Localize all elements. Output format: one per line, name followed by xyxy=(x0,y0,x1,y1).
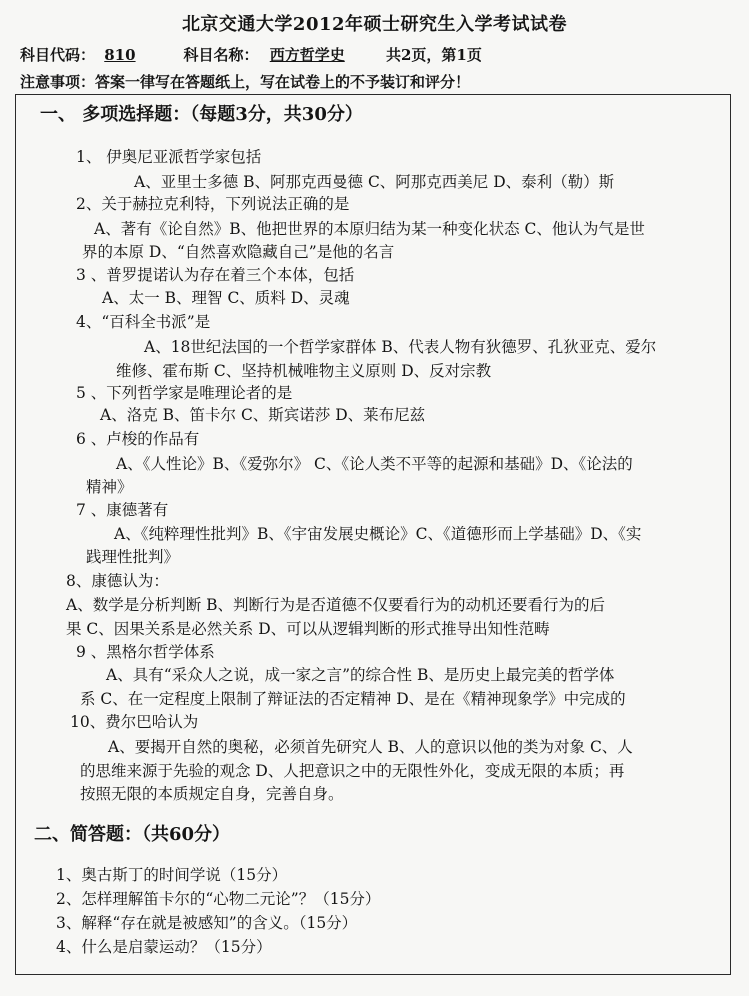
answer-line: A、著有《论自然》B、他把世界的本原归结为某一种变化状态 C、他认为气是世 xyxy=(94,220,645,238)
question-line: 4、什么是启蒙运动？（15分） xyxy=(56,938,272,956)
answer-line: 果 C、因果关系是必然关系 D、可以从逻辑判断的形式推导出知性范畴 xyxy=(66,620,550,638)
subject-name-value: 西方哲学史 xyxy=(269,46,345,64)
subject-code-label: 科目代码： xyxy=(20,46,96,64)
question-line: 8、康德认为： xyxy=(66,572,169,590)
question-line: 9 、黑格尔哲学体系 xyxy=(76,643,215,661)
answer-line: A、具有“采众人之说，成一家之言”的综合性 B、是历史上最完美的哲学体 xyxy=(106,666,615,684)
exam-meta xyxy=(20,44,740,65)
subject-code-value: 810 xyxy=(104,46,136,64)
answer-line: 维修、霍布斯 C、坚持机械唯物主义原则 D、反对宗教 xyxy=(116,362,492,380)
answer-line: A、要揭开自然的奥秘，必须首先研究人 B、人的意识以他的类为对象 C、人 xyxy=(108,738,633,756)
answer-line: A、数学是分析判断 B、判断行为是否道德不仅要看行为的动机还要看行为的后 xyxy=(66,596,606,614)
answer-line: 系 C、在一定程度上限制了辩证法的否定精神 D、是在《精神现象学》中完成的 xyxy=(80,690,626,708)
question-line: 3、解释“存在就是被感知”的含义。（15分） xyxy=(56,914,358,932)
answer-line: A、亚里士多德 B、阿那克西曼德 C、阿那克西美尼 D、泰利（勒）斯 xyxy=(134,173,615,191)
answer-line: A、18世纪法国的一个哲学家群体 B、代表人物有狄德罗、孔狄亚克、爱尔 xyxy=(144,338,657,356)
question-line: 7 、康德著有 xyxy=(76,501,169,519)
answer-line: A、《纯粹理性批判》B、《宇宙发展史概论》C、《道德形而上学基础》D、《实 xyxy=(114,525,642,543)
section-heading-choice: 一、 多项选择题：（每题3分，共30分） xyxy=(40,104,363,125)
question-line: 10、费尔巴哈认为 xyxy=(70,713,199,731)
question-line: 3 、普罗提诺认为存在着三个本体，包括 xyxy=(76,266,355,284)
question-line: 2、怎样理解笛卡尔的“心物二元论”？（15分） xyxy=(56,890,381,908)
question-line: 1、奥古斯丁的时间学说（15分） xyxy=(56,866,288,884)
exam-notice: 注意事项：答案一律写在答题纸上，写在试卷上的不予装订和评分！ xyxy=(20,73,471,91)
answer-line: 精神》 xyxy=(86,478,133,496)
question-line: 1、 伊奥尼亚派哲学家包括 xyxy=(76,148,262,166)
page-count: 共2页，第1页 xyxy=(385,46,482,64)
subject-name-label: 科目名称： xyxy=(183,46,259,64)
answer-line: 践理性批判》 xyxy=(86,548,180,566)
question-line: 5 、下列哲学家是唯理论者的是 xyxy=(76,384,293,402)
section-heading-short-answer: 二、简答题：（共60分） xyxy=(34,824,231,845)
answer-line: A、《人性论》B、《爱弥尔》 C、《论人类不平等的起源和基础》D、《论法的 xyxy=(116,455,633,473)
answer-line: 的思维来源于先验的观念 D、人把意识之中的无限性外化，变成无限的本质；再 xyxy=(80,762,625,780)
answer-line: 界的本原 D、“自然喜欢隐藏自己”是他的名言 xyxy=(82,243,395,261)
question-line: 6 、卢梭的作品有 xyxy=(76,430,200,448)
answer-line: A、洛克 B、笛卡尔 C、斯宾诺莎 D、莱布尼兹 xyxy=(100,406,426,424)
exam-title: 北京交通大学2012年硕士研究生入学考试试卷 xyxy=(181,14,568,35)
answer-line: 按照无限的本质规定自身，完善自身。 xyxy=(80,785,344,803)
answer-line: A、太一 B、理智 C、质料 D、灵魂 xyxy=(102,289,350,307)
question-line: 2、关于赫拉克利特，下列说法正确的是 xyxy=(76,195,350,213)
question-line: 4、“百科全书派”是 xyxy=(76,313,211,331)
